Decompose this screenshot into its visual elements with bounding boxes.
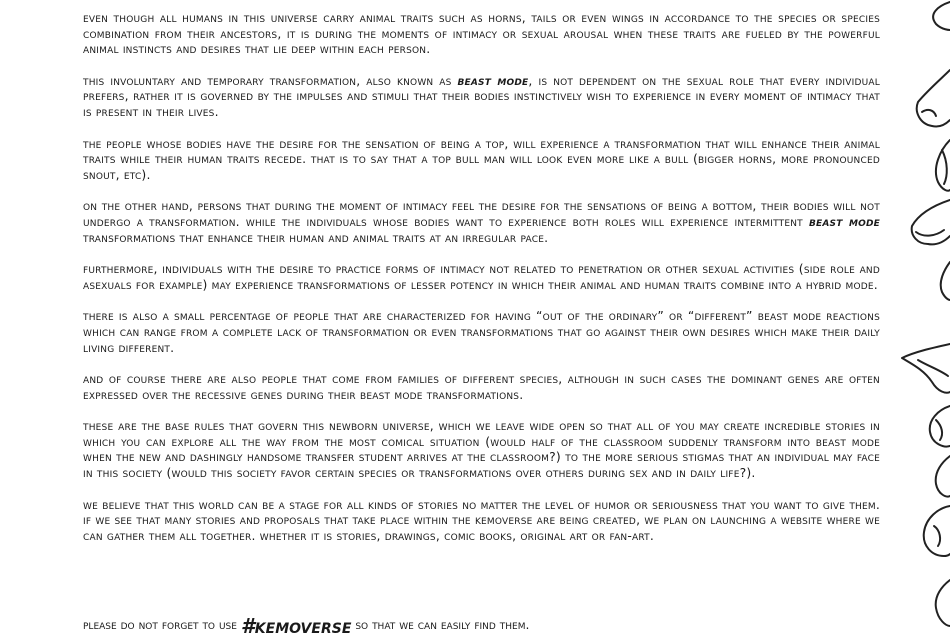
paragraph-top: the people whose bodies have the desire for the sensation of being a top, will experience a transformation that will enhance their animal traits while their human traits recede. that is to say that a top bull man will look even more like a bull (bigger horns, more pronounced snout, etc). [83,135,880,182]
hashtag-line [83,614,880,638]
paragraph-text: , is not dependent on the sexual role that every individual prefers, rather it is governed by the impulses and stimuli that their bodies instinctively wish to experience in every moment of intimacy that is present in their lives. [83,72,880,119]
paragraph-text: this involuntary and temporary transformation, also known as [83,72,458,88]
hashtag-line-text: so that we can easily find them. [351,617,530,632]
beast-mode-term: beast mode [808,213,881,229]
paragraph-bottom [83,198,880,245]
paragraph-traits: even though all humans in this universe carry animal traits such as horns, tails or even wings in accordance to the species or species combination from their ancestors, it is during the moments of intimacy or sexual arousal when these traits are fueled by the powerful animal instincts and desires that lie deep within each person. [83,10,880,57]
paragraph-base-rules: these are the base rules that govern this newborn universe, which we leave wide open so that all of you may create incredible stories in which you can explore all the way from the most comical situation (would half of the classroom suddenly transform into beast mode when the new and dashingly handsome transfer student arrives at the classroom?) to the more serious stigmas that an individual may face in this society (would this society favor certain species or transformations over others during sex and in daily life?). [83,418,880,481]
beast-mode-term: beast mode [457,72,529,88]
paragraph-hybrid: furthermore, individuals with the desire to practice forms of intimacy not related to penetration or other sexual activities (side role and asexuals for example) may experience transformations of lesser potency in which their animal and human traits combine into a hybrid mode. [83,261,880,292]
paragraph-text: transformations that enhance their human and animal traits at an irregular pace. [83,229,549,245]
paragraph-text: on the other hand, persons that during the moment of intimacy feel the desire for the sensations of being a bottom, their bodies will not undergo a transformation. while the individuals whose bodies want to experience both roles will experience intermittent [83,198,880,229]
hashtag: #kemoverse [240,614,352,638]
decorative-border-art [898,0,950,630]
hashtag-line-text: please do not forget to use [83,617,241,632]
paragraph-families: and of course there are also people that come from families of different species, although in such cases the dominant genes are often expressed over the recessive genes during their beast mode transformations. [83,371,880,402]
paragraph-beast-mode [83,73,880,120]
document-body [83,10,880,543]
paragraph-stage: we believe that this world can be a stage for all kinds of stories no matter the level of humor or seriousness that you want to give them. if we see that many stories and proposals that take place within the kemoverse are being created, we plan on launching a website where we can gather them all together. whether it is stories, drawings, comic books, original art or fan-art. [83,496,880,543]
paragraph-different: there is also a small percentage of people that are characterized for having “out of the ordinary” or “different” beast mode reactions which can range from a complete lack of transformation or even transformations that go against their own desires which make their daily living different. [83,308,880,355]
